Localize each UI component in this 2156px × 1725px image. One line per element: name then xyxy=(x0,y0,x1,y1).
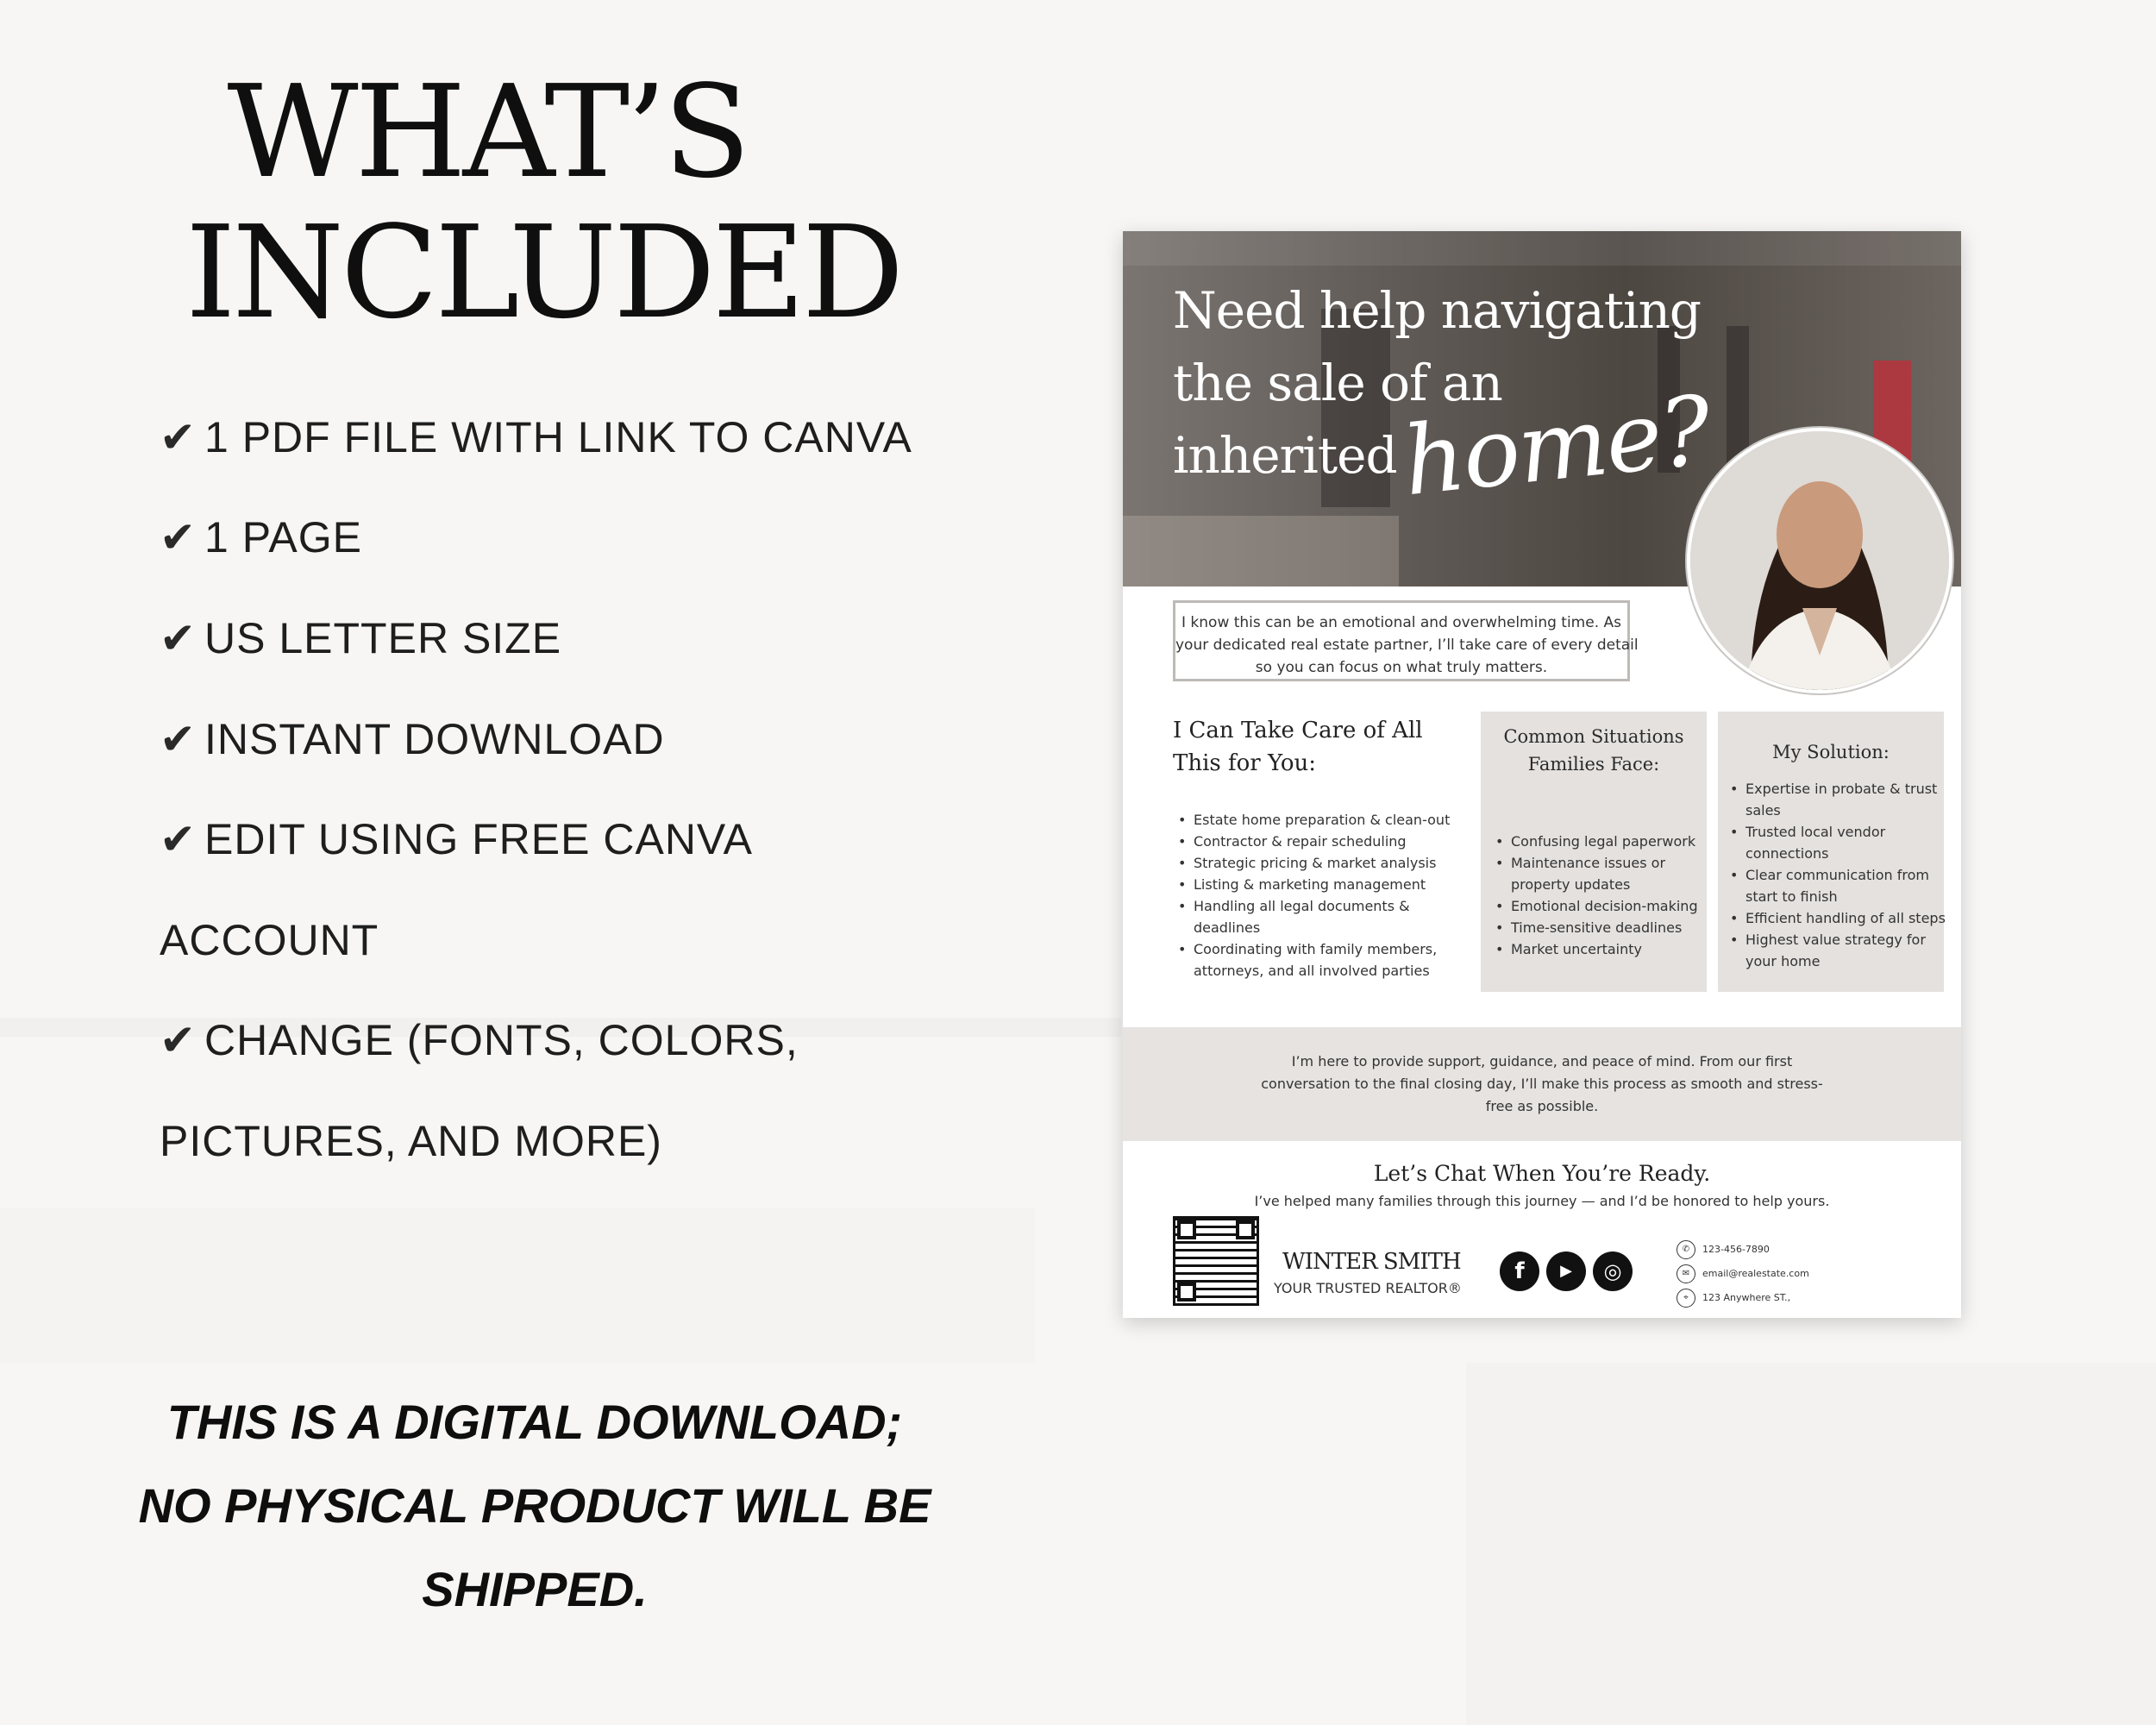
list-item: • Expertise in probate & trust xyxy=(1727,778,1946,800)
chat-heading: Let’s Chat When You’re Ready. xyxy=(1373,1161,1711,1186)
list-item: • Contractor & repair scheduling xyxy=(1175,831,1450,852)
agent-tagline: YOUR TRUSTED REALTOR® xyxy=(1274,1280,1462,1296)
contact-address xyxy=(1677,1289,1790,1308)
title-line: INCLUDED xyxy=(185,198,901,347)
notice-line: SHIPPED. xyxy=(422,1562,648,1616)
feature-item xyxy=(160,512,362,562)
check-icon: ✔ xyxy=(160,512,197,562)
agent-portrait xyxy=(1687,428,1952,693)
feature-item-continued xyxy=(160,915,379,965)
situations-list xyxy=(1492,831,1698,960)
feature-label: 1 PAGE xyxy=(204,513,362,561)
check-icon: ✔ xyxy=(160,1015,197,1065)
headline-script-word: home? xyxy=(1398,374,1715,518)
list-item: • Strategic pricing & market analysis xyxy=(1175,852,1450,874)
list-item: • Coordinating with family members, xyxy=(1175,938,1450,960)
check-icon: ✔ xyxy=(160,714,197,764)
check-icon: ✔ xyxy=(160,412,197,462)
feature-item xyxy=(160,1015,799,1065)
support-text xyxy=(1123,1051,1961,1118)
headline-line: inherited xyxy=(1173,426,1397,485)
intro-line: your dedicated real estate partner, I’ll take care of every detail xyxy=(1175,637,1639,654)
email-icon: ✉ xyxy=(1677,1264,1695,1283)
heading-line: I Can Take Care of All xyxy=(1173,718,1423,743)
location-icon: ⌖ xyxy=(1677,1289,1695,1308)
heading-line: Common Situations xyxy=(1503,726,1684,747)
intro-line: so you can focus on what truly matters. xyxy=(1255,659,1548,676)
list-item: • Listing & marketing management xyxy=(1175,874,1450,895)
contact-email xyxy=(1677,1264,1809,1283)
email-address: email@realestate.com xyxy=(1702,1268,1809,1279)
services-list xyxy=(1175,809,1450,982)
intro-box xyxy=(1173,600,1639,681)
facebook-icon[interactable]: f xyxy=(1500,1251,1539,1291)
qr-code-icon[interactable] xyxy=(1173,1216,1259,1306)
feature-item-continued xyxy=(160,1116,662,1166)
list-item: • Confusing legal paperwork xyxy=(1492,831,1698,852)
feature-label: CHANGE (FONTS, COLORS, xyxy=(204,1016,799,1064)
check-icon: ✔ xyxy=(160,814,197,864)
intro-line: I know this can be an emotional and overwhelming time. As xyxy=(1181,614,1621,631)
check-icon: ✔ xyxy=(160,613,197,663)
list-item-continued: attorneys, and all involved parties xyxy=(1194,963,1430,979)
support-line: free as possible. xyxy=(1485,1098,1599,1114)
situations-heading xyxy=(1481,723,1707,778)
list-item-continued: property updates xyxy=(1511,876,1631,893)
feature-label: ACCOUNT xyxy=(160,916,379,964)
digital-download-notice xyxy=(121,1380,949,1631)
list-item: • Trusted local vendor xyxy=(1727,821,1946,843)
headline-line: the sale of an xyxy=(1173,354,1502,412)
list-item-continued: start to finish xyxy=(1745,888,1838,905)
title-line: WHAT’S xyxy=(227,58,748,206)
feature-label: INSTANT DOWNLOAD xyxy=(204,715,665,763)
feature-item xyxy=(160,412,912,462)
background-shape xyxy=(1466,1363,2156,1725)
list-item-continued: connections xyxy=(1745,845,1829,862)
background-shape xyxy=(0,1208,1035,1363)
list-item: • Emotional decision-making xyxy=(1492,895,1698,917)
street-address: 123 Anywhere ST., xyxy=(1702,1292,1791,1303)
feature-label: PICTURES, AND MORE) xyxy=(160,1117,662,1165)
list-item: • Clear communication from xyxy=(1727,864,1946,886)
list-item-continued: deadlines xyxy=(1194,919,1261,936)
list-item: • Highest value strategy for xyxy=(1727,929,1946,950)
flyer-preview xyxy=(1123,231,1961,1318)
support-line: conversation to the final closing day, I’ll make this process as smooth and stress- xyxy=(1261,1076,1823,1092)
youtube-icon[interactable]: ▶ xyxy=(1546,1251,1586,1291)
heading-line: This for You: xyxy=(1173,750,1317,776)
notice-line: NO PHYSICAL PRODUCT WILL BE xyxy=(138,1478,931,1533)
list-item-continued: sales xyxy=(1745,802,1781,819)
headline-line: Need help navigating xyxy=(1173,281,1702,340)
support-line: I’m here to provide support, guidance, and peace of mind. From our first xyxy=(1291,1053,1793,1070)
heading-line: Families Face: xyxy=(1527,754,1660,775)
list-item: • Handling all legal documents & xyxy=(1175,895,1450,917)
feature-label: 1 PDF FILE WITH LINK TO CANVA xyxy=(204,413,912,461)
chat-subtext: I’ve helped many families through this journey — and I’d be honored to help yours. xyxy=(1254,1193,1830,1209)
feature-label: EDIT USING FREE CANVA xyxy=(204,815,753,863)
agent-name: WINTER SMITH xyxy=(1282,1249,1461,1275)
phone-number: 123-456-7890 xyxy=(1702,1244,1770,1255)
list-item: • Maintenance issues or xyxy=(1492,852,1698,874)
feature-label: US LETTER SIZE xyxy=(204,614,562,662)
notice-line: THIS IS A DIGITAL DOWNLOAD; xyxy=(166,1395,903,1449)
list-item: • Time-sensitive deadlines xyxy=(1492,917,1698,938)
feature-item xyxy=(160,814,753,864)
list-item: • Estate home preparation & clean-out xyxy=(1175,809,1450,831)
services-heading xyxy=(1173,714,1423,780)
list-item: • Market uncertainty xyxy=(1492,938,1698,960)
list-item-continued: your home xyxy=(1745,953,1821,969)
feature-item xyxy=(160,714,665,764)
list-item: • Efficient handling of all steps xyxy=(1727,907,1946,929)
contact-phone xyxy=(1677,1240,1770,1259)
instagram-icon[interactable]: ◎ xyxy=(1593,1251,1633,1291)
solution-list xyxy=(1727,778,1946,972)
solution-heading: My Solution: xyxy=(1772,742,1890,762)
page-title xyxy=(185,58,901,347)
feature-item xyxy=(160,613,561,663)
phone-icon: ✆ xyxy=(1677,1240,1695,1259)
